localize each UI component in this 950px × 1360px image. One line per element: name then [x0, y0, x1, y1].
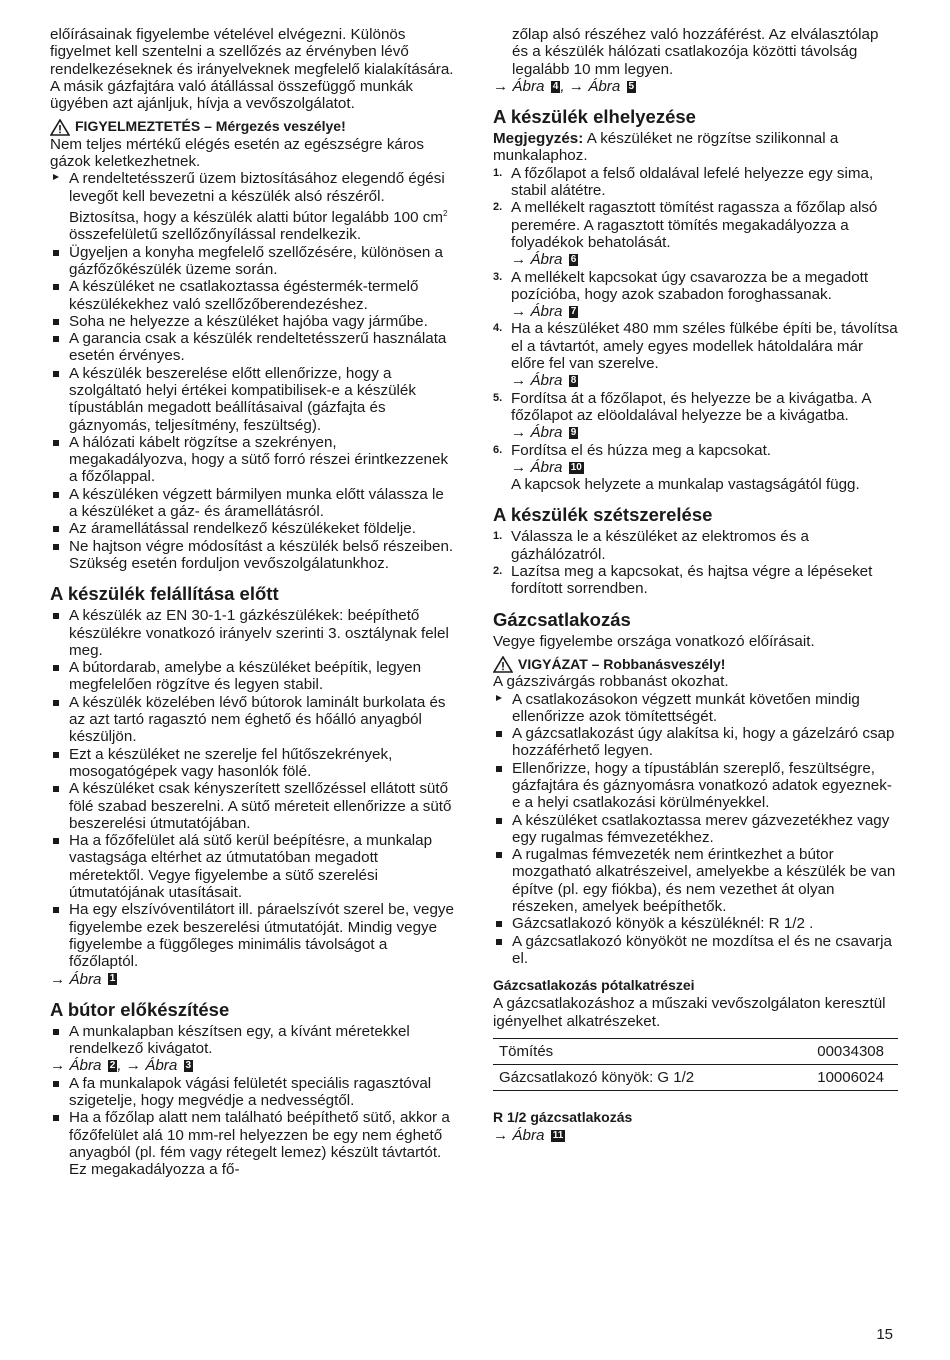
list-item: A készüléket csak kényszerített szellőzéssel ellátott sütő fölé szabad beszerelni. A sütő méreteit ellenőrizze a sütő beszerelési útmutatójában. [50, 780, 456, 832]
continued-paragraph: zőlap alsó részéhez való hozzáférést. Az elválasztólap és a készülék hálózati csatlakozója közötti távolság legalább 10 mm legyen. [512, 26, 879, 78]
warning-action-list [50, 170, 456, 243]
list-item: A munkalapban készítsen egy, a kívánt méretekkel rendelkező kivágatot. [50, 1023, 456, 1058]
list-item: A készüléket ne csatlakoztassa égéstermék-termelő készülékekhez való szellőzőberendezéshez. [50, 278, 456, 313]
subheading-spare-parts: Gázcsatlakozás pótalkatrészei [493, 977, 695, 994]
caution-title: VIGYÁZAT – Robbanásveszély! [518, 655, 726, 672]
section-heading-placement: A készülék elhelyezése [493, 106, 696, 128]
warning-triangle-icon [50, 119, 70, 136]
left-column [50, 26, 456, 1178]
intro-paragraph: előírásainak figyelembe vételével elvégezni. Különös figyelmet kell szentelni a szellőzés az érvényben lévő rendelkezéseknek és irányelveknek megfelelő kialakítására. A másik gázfajtára való átállással összefüggő munkák ügyében azt ajánljuk, hívja a vevőszolgálatot. [50, 26, 454, 113]
list-item: Gázcsatlakozó könyök a készüléknél: R 1/2 . [493, 915, 898, 932]
warning-title: FIGYELMEZTETÉS – Mérgezés veszélye! [75, 118, 346, 135]
parts-intro: A gázcsatlakozáshoz a műszaki vevőszolgálaton keresztül igényelhet alkatrészeket. [493, 995, 886, 1030]
list-item: A hálózati kábelt rögzítse a szekrényen, megakadályozva, hogy a sütő forró részei érintkezzenek a főzőlappal. [50, 434, 456, 486]
list-item: A gázcsatlakozó könyököt ne mozdítsa el és ne csavarja el. [493, 933, 898, 968]
list-item: Soha ne helyezze a készüléket hajóba vagy járműbe. [50, 313, 456, 330]
list-item: Ezt a készüléket ne szerelje fel hűtőszekrények, mosogatógépek vagy hasonlók fölé. [50, 746, 456, 781]
caution-text: A gázszivárgás robbanást okozhat. [493, 673, 729, 691]
table-row: Tömítés 00034308 [493, 1038, 898, 1064]
list-item: Ha a főzőfelület alá sütő kerül beépítésre, a munkalap vastagsága eltérhet az útmutatóban megadott méretektől. Vegye figyelembe a sütő szerelési útmutatójának utasításait. [50, 832, 456, 901]
table-row: Gázcsatlakozó könyök: G 1/2 10006024 [493, 1065, 898, 1091]
figure-reference: → Ábra 1 [50, 970, 116, 988]
list-item: A garancia csak a készülék rendeltetésszerű használata esetén érvényes. [50, 330, 456, 365]
setup-bullet-list [50, 607, 456, 970]
list-item: Ha egy elszívóventilátort ill. páraelszívót szerel be, vegye figyelembe ezek beszerelési útmutatóját. Mindig vegye figyelembe a függőleges minimális távolságot a főzőlaptól. [50, 901, 456, 970]
subheading-r12: R 1/2 gázcsatlakozás [493, 1109, 633, 1126]
list-item: Ügyeljen a konyha megfelelő szellőzésére, különösen a gázfőzőkészülék üzeme során. [50, 244, 456, 279]
list-item: A csatlakozásokon végzett munkát követően mindig ellenőrizze azok tömítettségét. [493, 691, 898, 726]
parts-table [493, 1038, 898, 1092]
right-column [493, 26, 898, 1145]
list-item: Ne hajtson végre módosítást a készülék belső részeiben. Szükség esetén forduljon vevőszolgálatunkhoz. [50, 538, 456, 573]
warning-triangle-icon [493, 656, 513, 673]
gas-intro: Vegye figyelembe országa vonatkozó előírásait. [493, 632, 815, 650]
step-item: 1. A főzőlapot a felső oldalával lefelé helyezze egy sima, stabil alátétre. [493, 164, 874, 200]
figure-reference: → Ábra 11 [493, 1127, 564, 1145]
list-item: Ellenőrizze, hogy a típustáblán szereplő, feszültségre, gázfajtára és gáznyomásra vonatkozó adatok egyeznek-e a helyi csatlakozási körülményekkel. [493, 760, 898, 812]
step-item: 4. Ha a készüléket 480 mm széles fülkébe építi be, távolítsa el a távtartót, amely egyes modellek hátoldalára már előre fel van szerelve. → Ábra 8 [493, 320, 898, 390]
step-item: 5. Fordítsa át a főzőlapot, és helyezze be a kivágatba. A főzőlapot az elöoldalával helyezze be a kivágatba. → Ábra 9 [493, 389, 871, 442]
list-item: A készüléket csatlakoztassa merev gázvezetékhez vagy egy rugalmas fémvezetékhez. [493, 812, 898, 847]
furniture-bullet-list [50, 1023, 456, 1058]
warning-heading [50, 118, 456, 135]
list-item: A készülék beszerelése előtt ellenőrizze, hogy a szolgáltató helyi értékei kompatibilisek-e a készülék típustáblán megadott beállításaival (gázfajta és gáznyomás, teljesítmény, feszültség). [50, 365, 456, 434]
note: Megjegyzés: A készüléket ne rögzítse szilikonnal a munkalaphoz. [493, 130, 839, 165]
list-item: A gázcsatlakozást úgy alakítsa ki, hogy a gázelzáró csap hozzáférhető legyen. [493, 725, 898, 760]
page-number: 15 [876, 1326, 893, 1343]
step-item: 6. Fordítsa el és húzza meg a kapcsokat. → Ábra 10 A kapcsok helyzete a munkalap vastagságától függ. [493, 441, 860, 494]
section-heading-removal: A készülék szétszerelése [493, 504, 713, 526]
list-item: A fa munkalapok vágási felületét speciális ragasztóval szigetelje, hogy megvédje a nedvességtől. [50, 1075, 456, 1110]
figure-reference: → Ábra 2 , → Ábra 3 [50, 1057, 192, 1075]
furniture-bullet-list-2 [50, 1075, 456, 1179]
step-item: 2. Lazítsa meg a kapcsokat, és hajtsa végre a lépéseket fordított sorrendben. [493, 563, 873, 598]
list-item: Az áramellátással rendelkező készülékeket földelje. [50, 520, 456, 537]
caution-action-list [493, 691, 898, 726]
step-item: 1. Válassza le a készüléket az elektromos és a gázhálózatról. [493, 528, 809, 563]
step-item: 3. A mellékelt kapcsokat úgy csavarozza be a megadott pozícióba, hogy azok szabadon foroghassanak. → Ábra 7 [493, 268, 869, 321]
list-item: A bútordarab, amelybe a készüléket beépítik, legyen megfelelően rögzítve és legyen stabil. [50, 659, 456, 694]
placement-steps [493, 165, 898, 494]
removal-steps [493, 528, 898, 597]
safety-bullet-list [50, 244, 456, 573]
list-item: Ha a főzőlap alatt nem található beépíthető sütő, akkor a főzőfelület alá 10 mm-rel helyezzen be egy nem éghető anyagból (pl. fém vagy rétegelt lemez) készült távtartót. Ez megakadályozza a fő- [50, 1109, 456, 1178]
list-item: A készülék közelében lévő bútorok laminált burkolata és az azt tartó ragasztó nem éghető és hőálló anyagból készüljön. [50, 694, 456, 746]
step-item: 2. A mellékelt ragasztott tömítést ragassza a főzőlap alsó peremére. A ragasztott tömítés megakadályozza a folyadékok behatolását. → Ábra 6 [493, 199, 878, 269]
list-item: A rendeltetésszerű üzem biztosításához elegendő égési levegőt kell bevezetni a készülék alsó részéről. Biztosítsa, hogy a készülék alatti bútor legalább 100 $cm^2$ összefelületű szellőzőnyílással rendelkezik. [50, 170, 456, 243]
list-item: A készülék az EN 30-1-1 gázkészülékek: beépíthető készülékre vonatkozó irányelv szerinti 3. osztálynak felel meg. [50, 607, 456, 659]
section-heading-setup: A készülék felállítása előtt [50, 583, 279, 605]
section-heading-furniture: A bútor előkészítése [50, 998, 230, 1020]
gas-bullet-list [493, 725, 898, 967]
section-heading-gas: Gázcsatlakozás [493, 608, 631, 630]
warning-text: Nem teljes mértékű elégés esetén az egészségre káros gázok keletkezhetnek. [50, 135, 424, 171]
list-item: A készüléken végzett bármilyen munka előtt válassza le a készüléket a gáz- és áramellátásról. [50, 486, 456, 521]
caution-heading [493, 656, 898, 673]
figure-reference: → Ábra 4 , → Ábra 5 [493, 77, 635, 95]
list-item: A rugalmas fémvezeték nem érintkezhet a bútor mozgatható alkatrészeivel, amelyekbe a készülék be van építve (pl. egy fiókba), és nem vezethet át olyan részeken, amelyek beépíthetők. [493, 846, 898, 915]
